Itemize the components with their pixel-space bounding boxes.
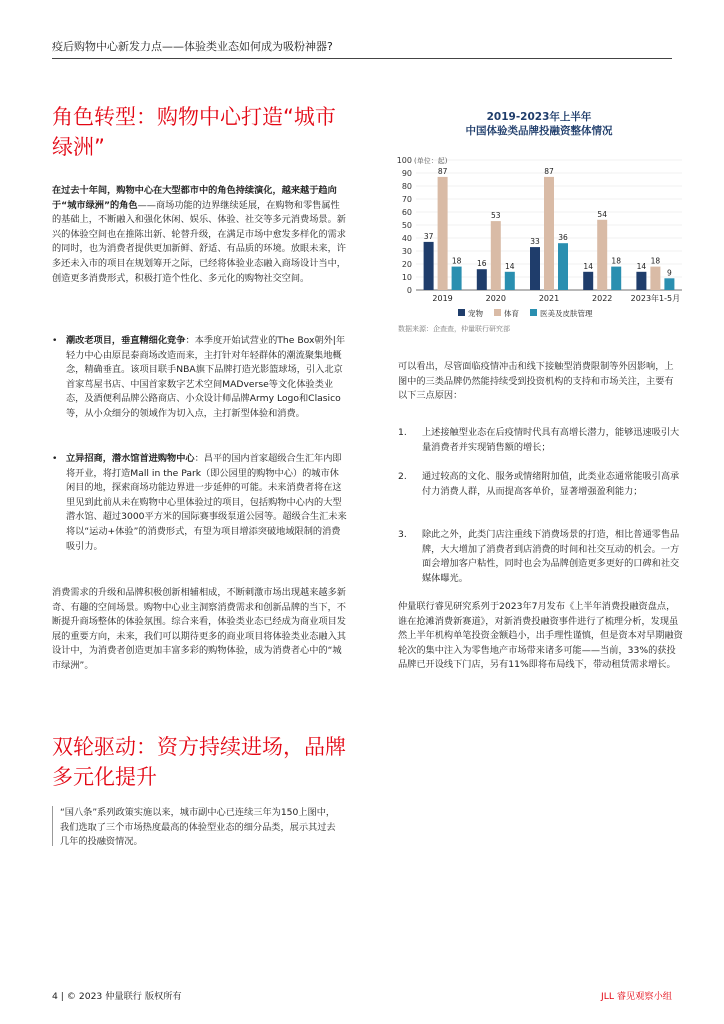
data-label: 37: [423, 231, 434, 241]
data-label: 36: [558, 233, 568, 243]
legend-swatch: [530, 309, 537, 316]
bullet-text: ：昌平的国内首家超级合生汇年内即将开业，将打造Mall in the Park（即公园里的购物中心）的城市休闲目的地，探索商场功能边界进一步延伸的可能。未来消费者将在这里见到此前从未在购物中心里体验过的项目，包括购物中心内的大型潜水馆、超过3000平方米的国际赛事级泵道公园等。超级合生汇未来将以“运动+体验”的消费形式，有望为项目增添突破地域限制的消费吸引力。: [66, 453, 347, 552]
bar: [558, 243, 568, 290]
bar: [650, 267, 660, 290]
data-label: 87: [544, 166, 554, 176]
data-label: 18: [650, 256, 661, 266]
y-tick-label: 40: [401, 234, 412, 243]
legend-label: 体育: [504, 309, 519, 318]
section-title-1: 角色转型：购物中心打造“城市绿洲”: [52, 105, 336, 159]
section2-body: “国八条”系列政策实施以来，城市副中心已连续三年为150上图中，我们选取了三个市场热度最高的体验型业态的细分品类，展示其过去几年的投融资情况。: [60, 807, 336, 848]
reason-3: 除此之外，此类门店注重线下消费场景的打造，相比普通零售品牌，大大增加了消费者到店消费的时间和社交互动的机会。一方面会增加客户粘性，同时也会为品牌创造更多更好的口碑和社交媒体曝光。: [422, 529, 680, 584]
y-tick-label: 0: [406, 286, 412, 295]
data-label: 14: [505, 261, 515, 271]
legend-label: 宠物: [468, 309, 483, 318]
header-title: 疫后购物中心新发力点——体验类业态如何成为吸粉神器?: [52, 40, 333, 53]
quote-bar: [52, 806, 53, 846]
y-tick-label: 20: [401, 260, 412, 269]
data-label: 33: [530, 237, 540, 247]
data-label: 14: [636, 261, 647, 271]
data-label: 18: [611, 256, 621, 266]
data-label: 53: [491, 211, 501, 221]
unit-label: (单位：起): [414, 157, 448, 165]
bullet-dot: •: [52, 335, 58, 346]
reason-number: 1.: [398, 427, 407, 438]
x-tick-label: 2019: [432, 294, 453, 303]
bullet-item-2: [66, 452, 348, 554]
x-tick-label: 2023年1-5月: [630, 294, 681, 303]
legend-label: 医美及皮肤管理: [540, 309, 593, 318]
legend-swatch: [494, 309, 501, 316]
y-tick-label: 70: [401, 195, 412, 204]
y-tick-label: 30: [401, 247, 412, 256]
y-tick-label: 80: [401, 182, 412, 191]
bar: [611, 267, 621, 290]
y-tick-label: 50: [401, 221, 412, 230]
right-paragraph-2: 仲量联行睿见研究系列于2023年7月发布《上半年消费投融资盘点，谁在抢滩消费新赛道》，对新消费投融资事件进行了梳理分析，发现虽然上半年机构单笔投资金额趋小，出手理性谨慎，但是资本对早期融资轮次的集中注入为零售地产市场带来诸多可能——当前，33%的获投品牌已开设线下门店，另有11%即将布局线下，带动租赁需求增长。: [398, 601, 683, 671]
footer-page-info: 4 | © 2023 仲量联行 版权所有: [52, 991, 182, 1002]
header-divider: [52, 58, 672, 59]
bullet-item-1: [66, 334, 348, 422]
bullet-lead: 潮改老项目，垂直精细化竞争: [66, 335, 186, 346]
data-label: 54: [597, 209, 607, 219]
bar: [452, 267, 462, 290]
y-tick-label: 60: [401, 208, 412, 217]
data-label: 9: [667, 268, 672, 278]
bullet-text: ：本季度开始试营业的The Box朝外|年轻力中心由原昆泰商场改造而来，主打针对年轻群体的潮流聚集地概念，精确垂直。该项目联手NBA旗下品牌打造光影篮球场，引入北京首家茑屋书店、中国首家数字艺术空间MADverse等文化体验类业态，及酒便利品牌公路商店、小众设计师品牌Army Logo和Clasico等，从小众细分的领域作为切入点，主打新型体验和消费。: [66, 335, 346, 419]
x-tick-label: 2020: [485, 294, 506, 303]
bar-chart: [390, 148, 690, 336]
outro-paragraph: 消费需求的升级和品牌积极创新相辅相成，不断刺激市场出现越来越多新奇、有趣的空间场景。购物中心业主洞察消费需求和创新品牌的当下，不断提升商场整体的体验氛围。综合来看，体验类业态已经成为商业项目发展的重要方向，未来，我们可以期待更多的商业项目将体验类业态融入其设计中，为消费者创造更加丰富多彩的购物体验，成为消费者心中的“城市绿洲”。: [52, 587, 346, 671]
intro-paragraph: [52, 184, 348, 286]
y-tick-label: 100: [396, 156, 412, 165]
chart-title: 2019-2023年上半年: [486, 111, 592, 123]
data-label: 16: [477, 259, 487, 269]
footer-brand: JLL 睿见观察小组: [601, 991, 672, 1002]
section-title-2: 双轮驱动：资方持续进场，品牌多元化提升: [52, 735, 346, 789]
x-tick-label: 2022: [592, 294, 613, 303]
x-tick-label: 2021: [538, 294, 560, 303]
bullet-lead: 立异招商，潜水馆首进购物中心: [66, 453, 195, 464]
reason-2: 通过较高的文化、服务或情绪附加值，此类业态通常能吸引高承付力消费人群，从而提高客单价，显著增强盈利能力；: [422, 471, 680, 497]
data-label: 14: [583, 261, 593, 271]
reason-number: 3.: [398, 529, 407, 540]
y-tick-label: 10: [401, 273, 412, 282]
reason-number: 2.: [398, 471, 407, 482]
bar: [544, 177, 554, 290]
bullet-dot: •: [52, 453, 58, 464]
bar: [424, 242, 434, 290]
y-tick-label: 90: [401, 169, 412, 178]
reason-1: 上述接触型业态在后疫情时代具有高增长潜力，能够迅速吸引大量消费者并实现销售额的增长；: [422, 427, 680, 453]
bar: [636, 272, 646, 290]
bar: [583, 272, 593, 290]
bar: [597, 220, 607, 290]
data-label: 87: [437, 166, 448, 176]
intro-lead: 在过去十年间，购物中心在大型都市中的角色持续演化，越来越于趋向于“城市绿洲”的角色: [52, 185, 337, 211]
bar: [664, 278, 674, 290]
intro-body: ——商场功能的边界继续延展，在购物和零售属性的基础上，不断融入和强化休闲、娱乐、体验、社交等多元消费场景。新兴的体验空间也在推陈出新、轮替升级，在满足市场中愈发多样化的需求的同时，也为消费者提供更加新鲜、舒适、有品质的环境。放眼未来，许多还未入市的项目在规划筹开之际，已经将体验业态融入商场设计当中，创造更多消费形式，积极打造个性化、多元化的购物社交空间。: [52, 199, 346, 284]
legend-swatch: [458, 309, 465, 316]
bar: [491, 221, 501, 290]
right-paragraph-1: 可以看出，尽管面临疫情冲击和线下接触型消费限制等外因影响，上图中的三类品牌仍然能持续受到投资机构的支持和市场关注，主要有以下三点原因：: [398, 361, 674, 402]
bar: [505, 272, 515, 290]
chart-subtitle: 中国体验类品牌投融资整体情况: [465, 125, 613, 137]
bar: [477, 269, 487, 290]
data-label: 18: [451, 256, 462, 266]
bar: [438, 177, 448, 290]
bar: [530, 247, 540, 290]
chart-source: 数据来源：企查查，仲量联行研究部: [398, 325, 510, 333]
